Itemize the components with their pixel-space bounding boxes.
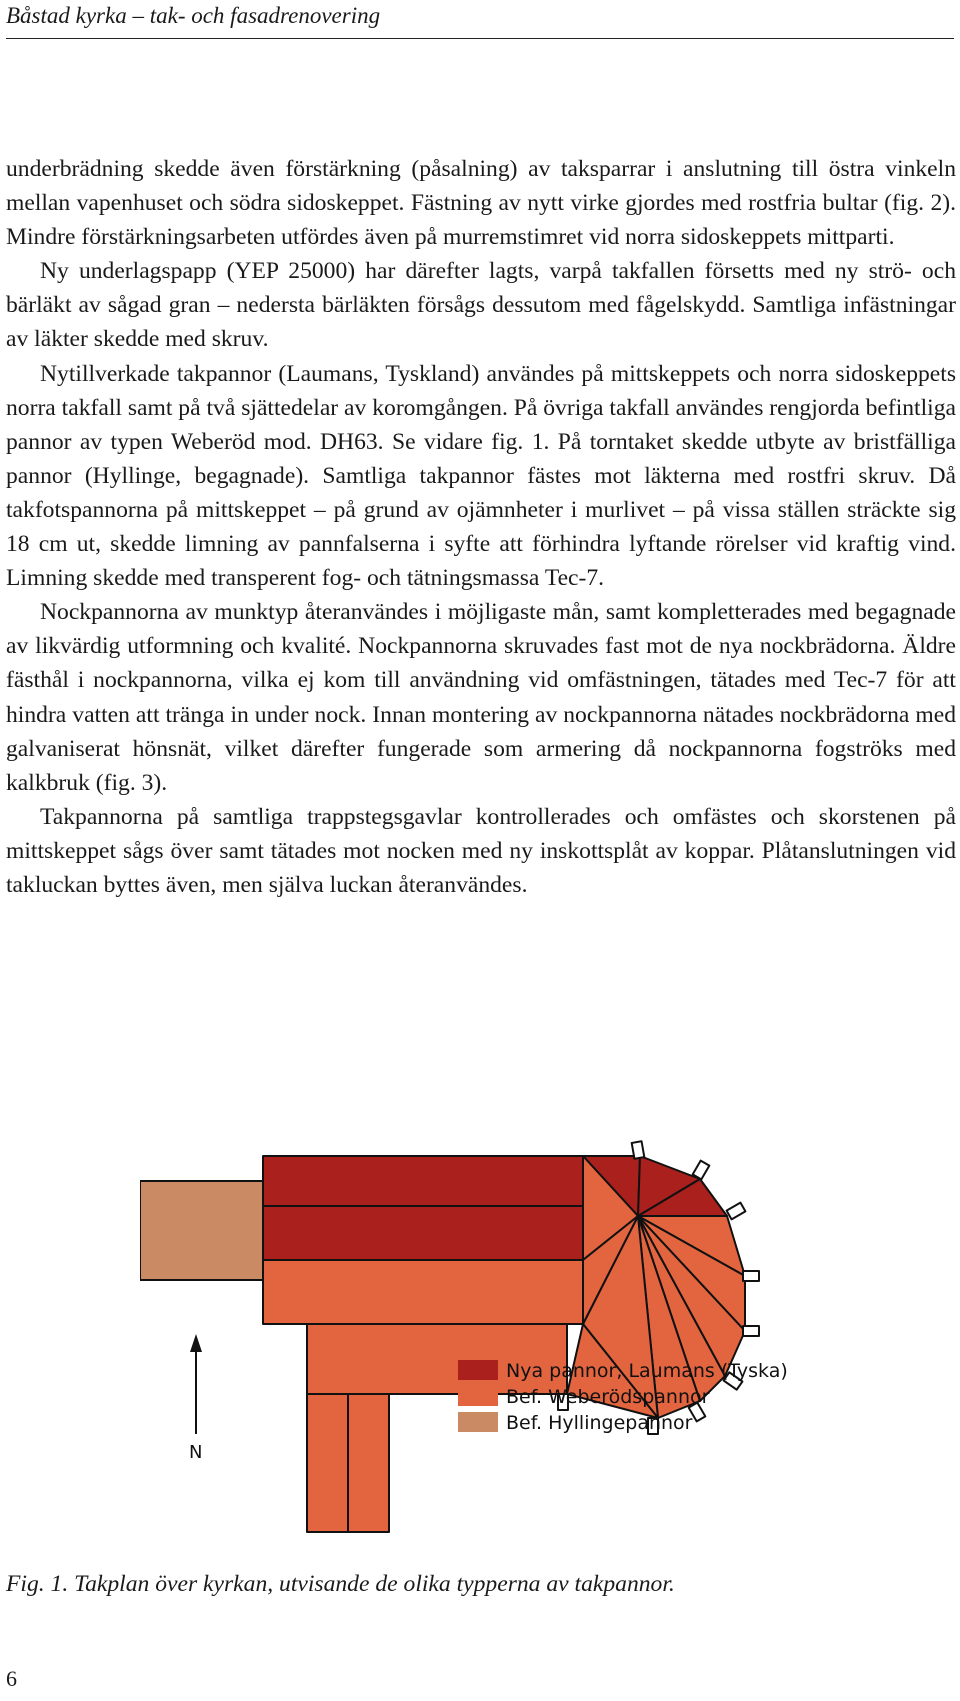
legend-label-hyllinge: Bef. Hyllingepannor [506, 1412, 693, 1434]
paragraph: Nytillverkade takpannor (Laumans, Tyskland) användes på mittskeppets och norra sidoskeppets norra takfall samt på två sjättedelar av koromgången. På övriga takfall användes rengjorda befintliga pannor av typen Weberöd mod. DH63. Se vidare fig. 1. På torntaket skedde utbyte av bristfälliga pannor (Hyllinge, begagnade). Samtliga takpannor fästes mot läkterna med rostfri skruv. Då takfotspannorna på mittskeppet – på grund av ojämnheter i murlivet – på vissa ställen sträckte sig 18 cm ut, skedde limning av pannfalserna i syfte att förhindra lyftande rörelser vid kraftig vind. Limning skedde med transperent fog- och tätningsmassa Tec-7. [6, 360, 956, 592]
legend-swatch-hyllinge [458, 1412, 498, 1432]
nave-north-slope [263, 1156, 583, 1206]
paragraph: Takpannorna på samtliga trappstegsgavlar kontrollerades och omfästes och skorstenen på mittskeppet sågs över samt tätades mot nocken med ny inskottsplåt av koppar. Plåtanslutningen vid takluckan byttes även, men själva luckan återanvändes. [6, 803, 956, 898]
buttress [743, 1326, 759, 1336]
paragraph: Nockpannorna av munktyp återanvändes i möjligaste mån, samt kompletterades med begagnade av likvärdig utformning och kvalité. Nockpannorna skruvades fast mot de nya nockbrädorna. Äldre fästhål i nockpannorna, vilka ej kom till användning vid omfästningen, tätades med Tec-7 för att hindra vatten att tränga in under nock. Innan montering av nockpannorna nätades nockbrädorna med galvaniserat hönsnät, vilket därefter fungerade som armering då nockpannorna fogströks med kalkbruk (fig. 3). [6, 599, 956, 796]
paragraph: underbrädning skedde även förstärkning (påsalning) av taksparrar i anslutning till östra vinkeln mellan vapenhuset och södra sidoskeppet. Fästning av nytt virke gjordes med rostfria bultar (fig. 2). Mindre förstärkningsarbeten utfördes även på murremstimret vid norra sidoskeppets mittparti. [6, 156, 956, 251]
running-title: Båstad kyrka – tak- och fasadrenovering [6, 3, 381, 28]
north-arrow-icon [190, 1334, 202, 1434]
buttress [727, 1203, 746, 1220]
south-aisle-slope [307, 1324, 567, 1394]
legend [458, 1360, 788, 1434]
buttress [743, 1271, 759, 1281]
paragraph: Ny underlagspapp (YEP 25000) har därefter lagts, varpå takfallen försetts med ny strö- och bärläkt av sågad gran – nedersta bärläkten försågs dessutom med fågelskydd. Samtliga infästningar av läkter skedde med skruv. [6, 258, 956, 353]
roof-plan-diagram [140, 1076, 860, 1546]
north-label: N [189, 1442, 203, 1463]
legend-label-new: Nya pannor, Laumans (Tyska) [506, 1360, 788, 1382]
running-header [6, 0, 954, 39]
buttress [693, 1161, 710, 1180]
nave-north-slope-lower [263, 1206, 583, 1260]
legend-swatch-new [458, 1360, 498, 1380]
roof-plan-figure [140, 1076, 860, 1546]
legend-label-existing: Bef. Weberödspannor [506, 1386, 710, 1408]
figure-caption: Fig. 1. Takplan över kyrkan, utvisande de olika typperna av takpannor. [6, 1571, 675, 1597]
legend-swatch-existing [458, 1386, 498, 1406]
body-text [6, 152, 956, 902]
tower-roof [140, 1181, 263, 1280]
page-number: 6 [6, 1666, 17, 1691]
nave-south-slope [263, 1260, 583, 1324]
buttress [632, 1141, 645, 1158]
